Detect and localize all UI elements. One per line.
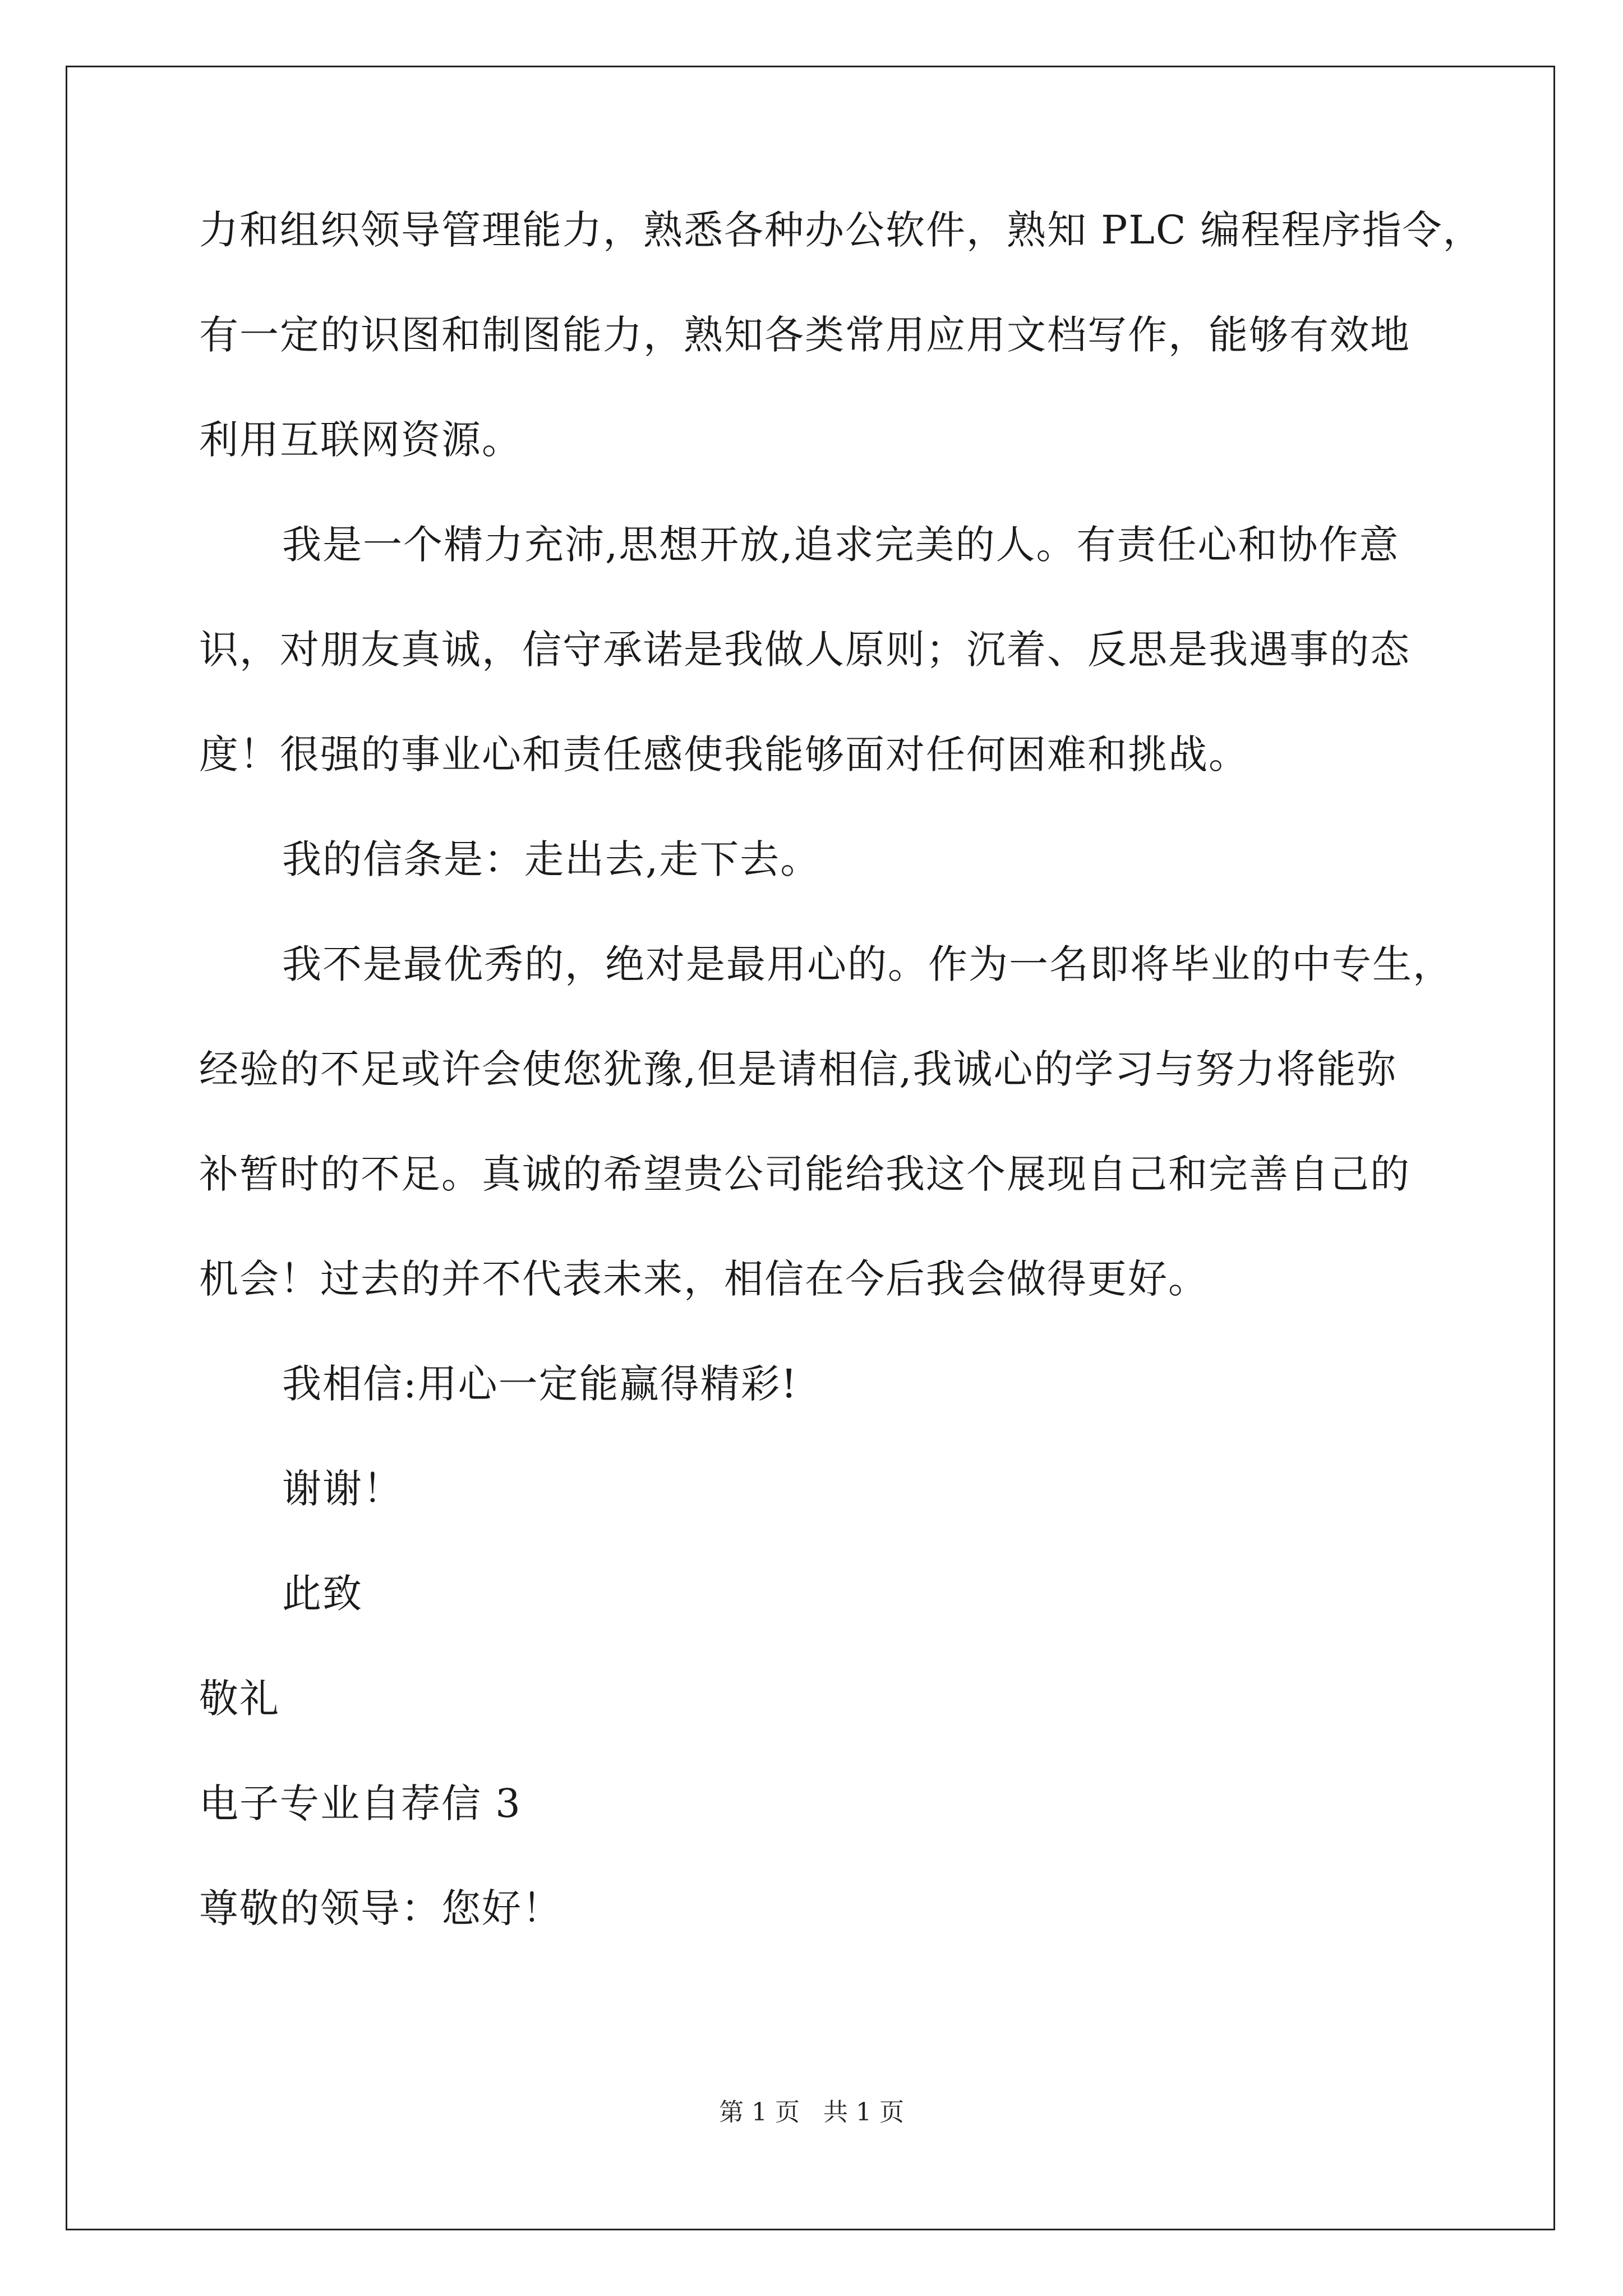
page-count: 共 1 页 — [823, 2098, 904, 2127]
closing-thanks: 谢谢！ — [282, 1466, 403, 1512]
page-footer — [0, 2096, 1623, 2129]
paragraph-start-line: 我是一个精力充沛,思想开放,追求完美的人。有责任心和协作意 — [282, 522, 1400, 568]
text-line: 经验的不足或许会使您犹豫,但是请相信,我诚心的学习与努力将能弥 — [199, 1046, 1398, 1092]
text-line: 补暂时的不足。真诚的希望贵公司能给我这个展现自己和完善自己的 — [199, 1151, 1410, 1197]
text-line: 力和组织领导管理能力，熟悉各种办公软件，熟知 PLC 编程程序指令， — [199, 207, 1483, 253]
paragraph-start-line: 我相信:用心一定能赢得精彩! — [282, 1361, 798, 1407]
text-line: 有一定的识图和制图能力，熟知各类常用应用文档写作，能够有效地 — [199, 312, 1410, 358]
text-line: 度！很强的事业心和责任感使我能够面对任何困难和挑战。 — [199, 731, 1249, 777]
page-number: 第 1 页 — [719, 2098, 800, 2127]
closing-salutation: 此致 — [282, 1571, 363, 1617]
closing-regards: 敬礼 — [199, 1676, 280, 1722]
greeting-line: 尊敬的领导：您好！ — [199, 1885, 562, 1931]
text-line: 利用互联网资源。 — [199, 417, 522, 463]
text-line: 机会！过去的并不代表未来，相信在今后我会做得更好。 — [199, 1256, 1209, 1302]
paragraph-start-line: 我不是最优秀的，绝对是最用心的。作为一名即将毕业的中专生， — [282, 941, 1453, 987]
section-title: 电子专业自荐信 3 — [199, 1780, 522, 1826]
paragraph-start-line: 我的信条是：走出去,走下去。 — [282, 836, 821, 882]
text-line: 识，对朋友真诚，信守承诺是我做人原则；沉着、反思是我遇事的态 — [199, 627, 1410, 673]
